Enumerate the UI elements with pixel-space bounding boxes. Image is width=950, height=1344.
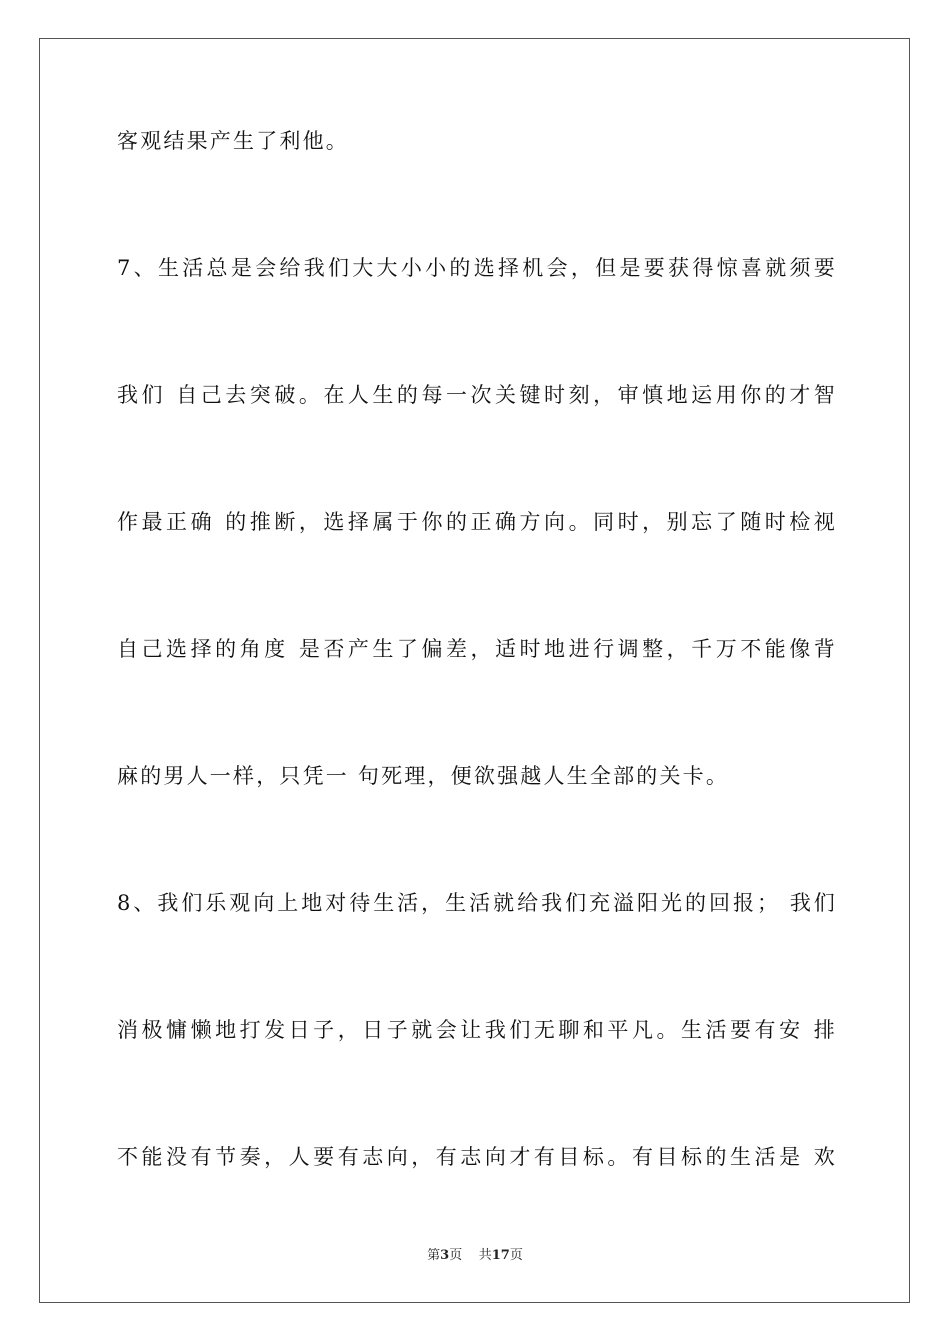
text-line: 8、我们乐观向上地对待生活，生活就给我们充溢阳光的回报； 我们 (117, 891, 837, 915)
text-line: 我们 自己去突破。在人生的每一次关键时刻，审慎地运用你的才智 (117, 383, 837, 407)
page-prefix: 第 (427, 1248, 441, 1263)
page-footer (0, 1246, 950, 1266)
page-suffix: 页 (449, 1248, 463, 1263)
document-body (117, 120, 837, 1263)
text-line: 麻的男人一样，只凭一 句死理，便欲强越人生全部的关卡。 (117, 764, 730, 788)
total-prefix: 共 (478, 1248, 492, 1263)
text-line: 消极慵懒地打发日子，日子就会让我们无聊和平凡。生活要有安 排 (117, 1018, 837, 1042)
page-number: 3 (440, 1248, 450, 1263)
text-line: 客观结果产生了利他。 (117, 129, 349, 153)
text-line: 自己选择的角度 是否产生了偏差，适时地进行调整，千万不能像背 (117, 637, 837, 661)
text-line: 作最正确 的推断，选择属于你的正确方向。同时，别忘了随时检视 (117, 510, 837, 534)
text-line: 7、生活总是会给我们大大小小的选择机会，但是要获得惊喜就须要 (117, 256, 837, 280)
total-pages: 17 (491, 1248, 510, 1263)
text-line: 不能没有节奏，人要有志向，有志向才有目标。有目标的生活是 欢 (117, 1145, 837, 1169)
total-suffix: 页 (509, 1248, 523, 1263)
